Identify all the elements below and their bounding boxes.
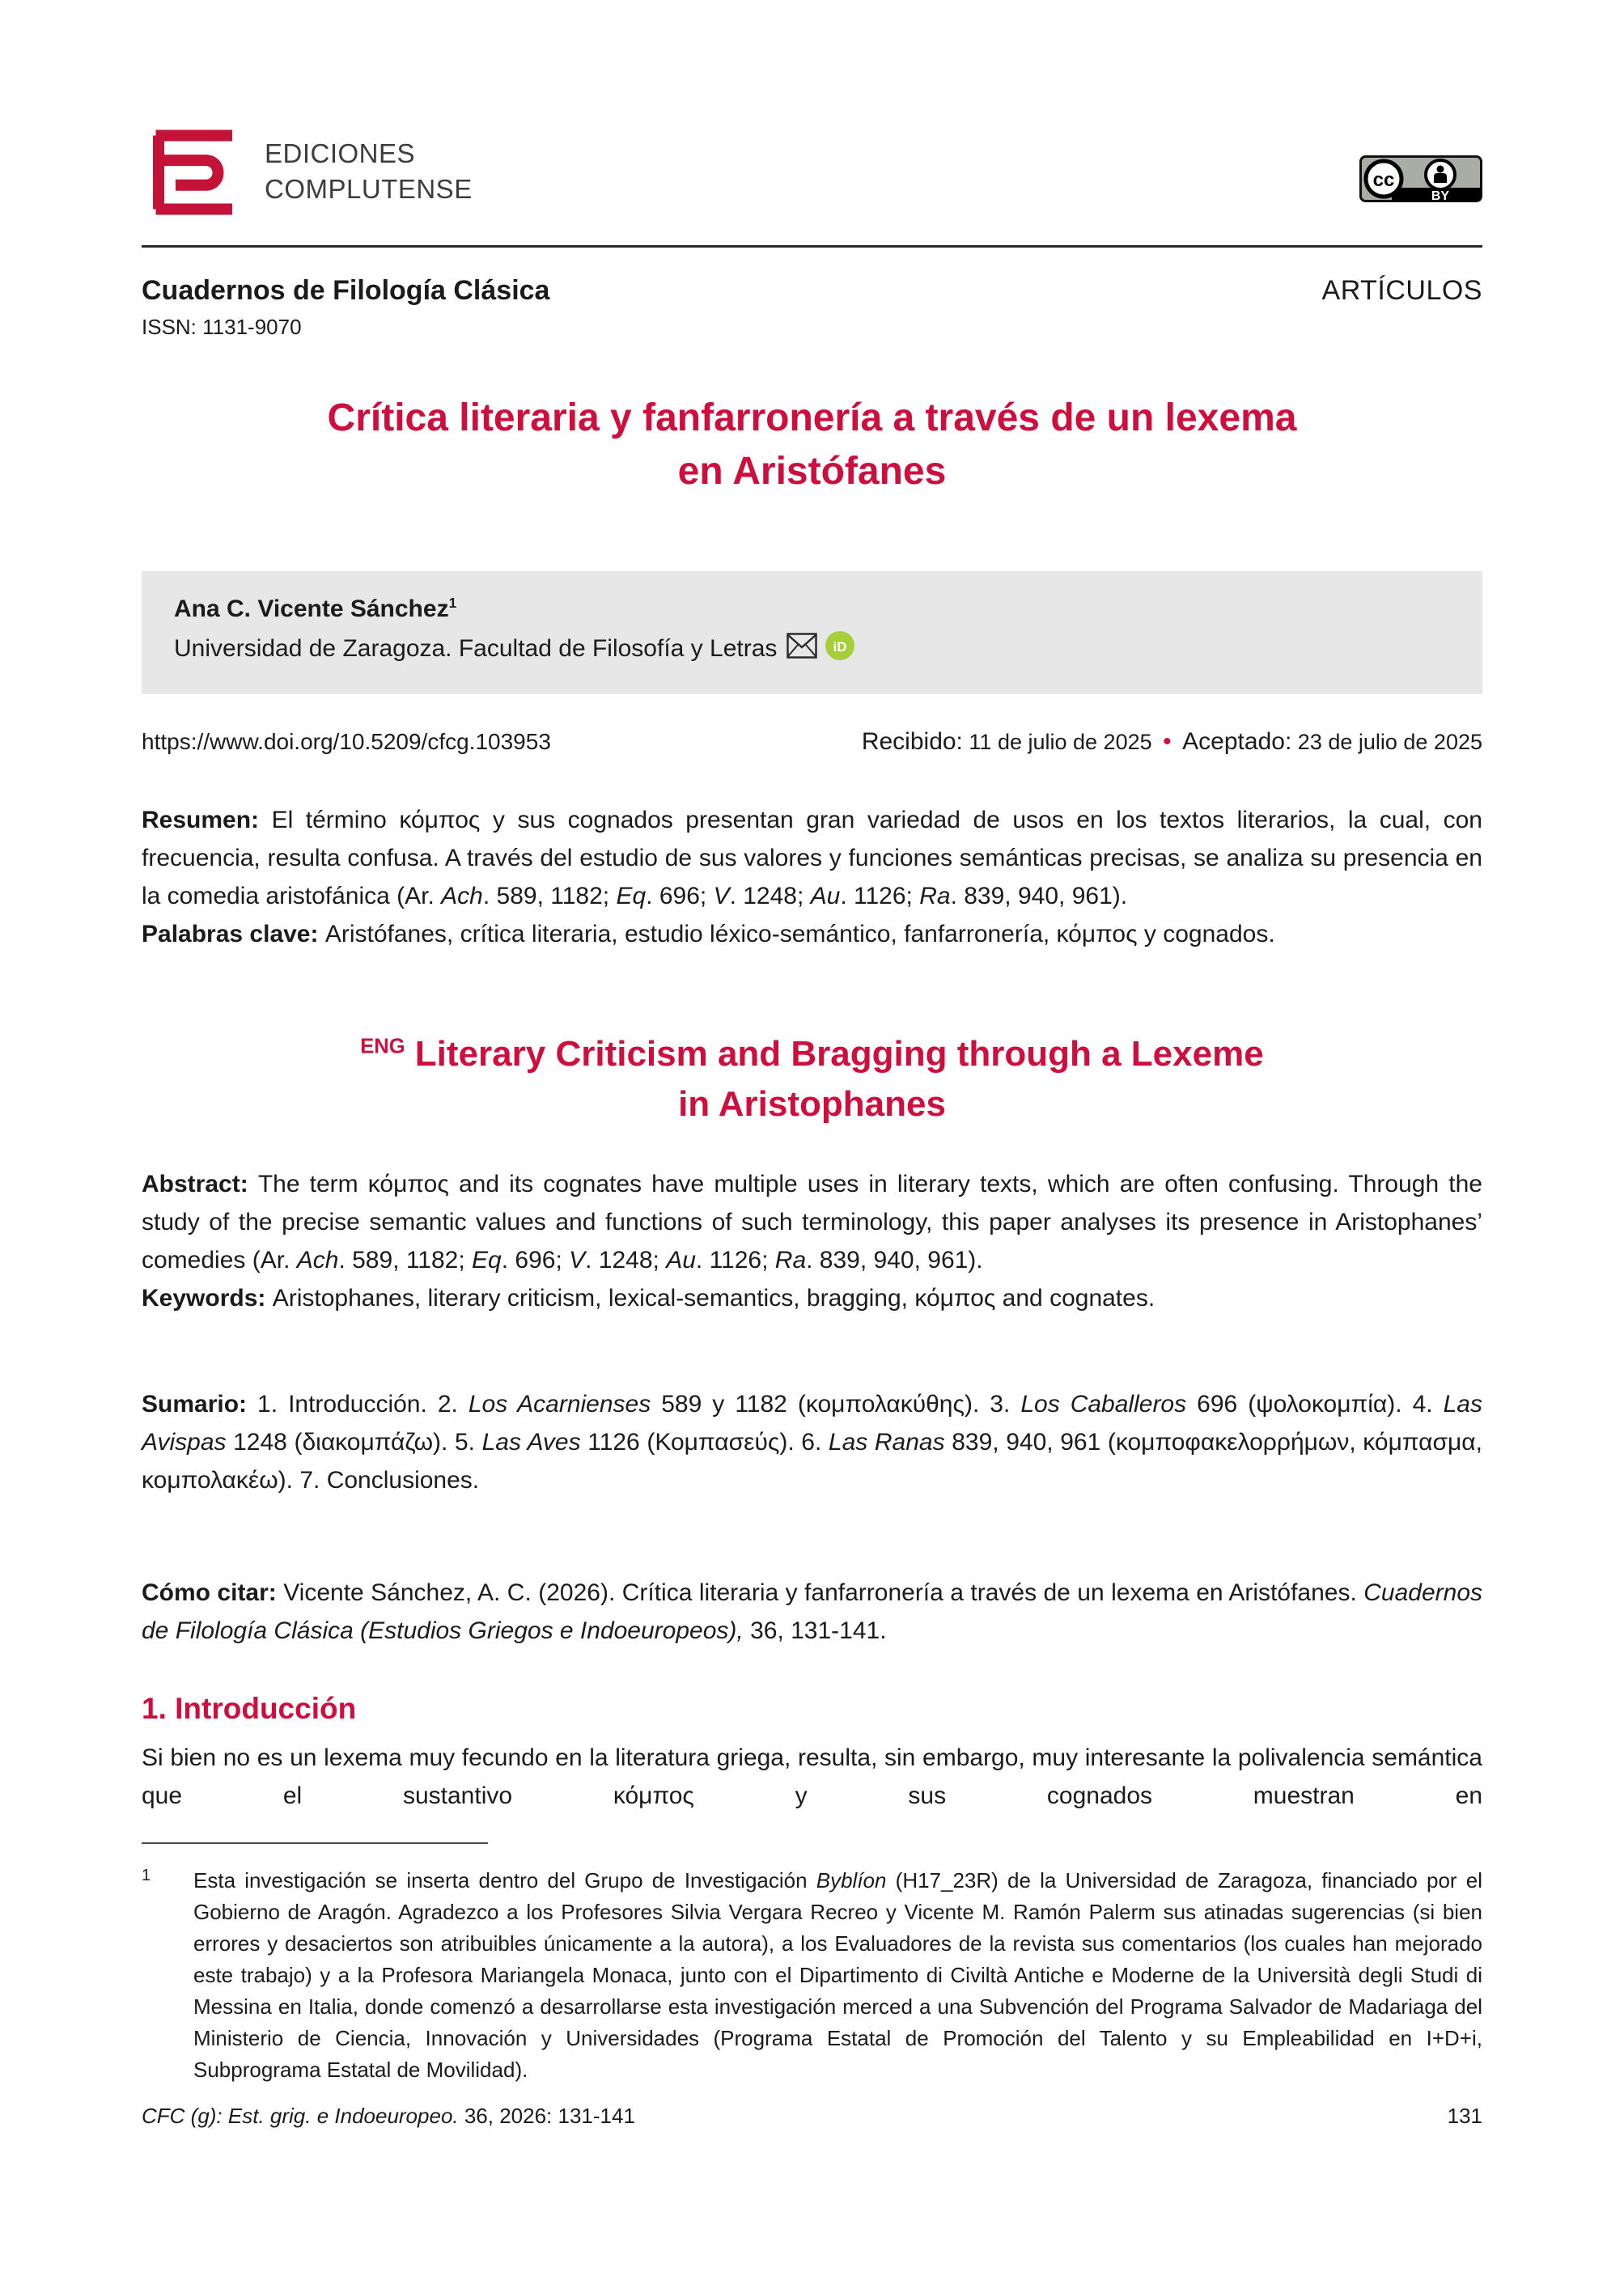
cc-by-license-badge[interactable] [1359,155,1482,206]
publisher-name [265,121,473,207]
publisher-name-line2: COMPLUTENSE [265,174,473,204]
footnote-divider [142,1842,488,1844]
article-title-es-line1: Crítica literaria y fanfarronería a través de un lexema [327,396,1297,439]
article-title-es [142,392,1482,498]
received-date: 11 de julio de 2025 [969,730,1152,754]
received-label: Recibido: [861,728,963,755]
footnote-area [142,1842,1482,2086]
keywords-paragraph: Keywords: Aristophanes, literary criticism, lexical-semantics, bragging, κόμπος and cognates. [142,1285,1155,1312]
by-label: BY [1431,189,1450,202]
journal-issn: ISSN: 1131-9070 [142,315,302,339]
resumen-paragraph: Resumen: El término κόμπος y sus cognados presentan gran variedad de usos en los textos literarios, la cual, con frecuencia, resulta confusa. A través del estudio de sus valores y funciones semánticas precisas, se analiza su presencia en la comedia aristofánica (Ar. Ach. 589, 1182; Eq. 696; V. 1248; Au. 1126; Ra. 839, 940, 961). [142,807,1482,909]
footer-page-number: 131 [1447,2104,1482,2128]
accepted-label: Aceptado: [1182,728,1292,755]
accepted-date: 23 de julio de 2025 [1297,730,1482,754]
header-divider [142,245,1482,248]
orcid-icon[interactable] [825,631,854,667]
cc-icon: cc [1372,169,1395,191]
sumario-paragraph: Sumario: 1. Introducción. 2. Los Acarnienses 589 y 1182 (κομπολακύθης). 3. Los Caballeros 696 (ψολοκομπία). 4. Las Avispas 1248 (διακομπάζω). 5. Las Aves 1126 (Κομπασεύς). 6. Las Ranas 839, 940, 961 (κομποφακελορρήμων, κόμπασμα, κομπολακέω). 7. Conclusiones. [142,1391,1482,1494]
palabras-clave-paragraph: Palabras clave: Aristófanes, crítica literaria, estudio léxico-semántico, fanfarronería, κόμπος y cognados. [142,921,1275,947]
section-1-heading: 1. Introducción [142,1692,357,1725]
article-dates [862,728,1482,756]
dates-bullet-separator: • [1163,728,1172,755]
footnote-marker: 1 [142,1867,151,1884]
author-affiliation: Universidad de Zaragoza. Facultad de Filosofía y Letras [174,635,778,662]
intro-paragraph: Si bien no es un lexema muy fecundo en la literatura griega, resulta, sin embargo, muy interesante la polivalencia semántica que el sustantivo κόμπος y sus cognados muestran en [142,1744,1482,1809]
svg-text:iD: iD [833,639,847,655]
author-box [142,571,1482,694]
article-title-en-line2: in Aristophanes [678,1084,946,1124]
person-icon [1434,173,1447,183]
journal-name: Cuadernos de Filología Clásica [142,275,550,306]
ediciones-complutense-logo-icon [142,121,244,227]
publisher-name-line1: EDICIONES [265,138,416,168]
author-name: Ana C. Vicente Sánchez$^1$ [174,595,457,622]
doi-link[interactable]: https://www.doi.org/10.5209/cfcg.103953 [142,729,551,754]
email-icon[interactable] [787,633,817,665]
como-citar-paragraph: Cómo citar: Vicente Sánchez, A. C. (2026). Crítica literaria y fanfarronería a través de un lexema en Aristófanes. Cuadernos de Filología Clásica (Estudios Griegos e Indoeuropeos), 36, 131-141. [142,1579,1482,1644]
page-header [142,121,1482,227]
footer-journal-reference: CFC (g): Est. grig. e Indoeuropeo. 36, 2026: 131-141 [142,2104,635,2128]
article-title-en-line1: $^{ENG}$ Literary Criticism and Bragging through a Lexeme [360,1034,1264,1074]
footnote-text: Esta investigación se inserta dentro del Grupo de Investigación Byblíon (H17_23R) de la Universidad de Zaragoza, financiado por el Gobierno de Aragón. Agradezco a los Profesores Silvia Vergara Recreo y Vicente M. Ramón Palerm sus atinadas sugerencias (si bien errores y desaciertos son atribuibles únicamente a la autora), a los Evaluadores de la revista sus comentarios (los cuales han mejorado este trabajo) y a la Profesora Mariangela Monaca, junto con el Dipartimento di Civiltà Antiche e Moderne de la Università degli Studi di Messina en Italia, donde comenzó a desarrollarse esta investigación merced a una Subvención del Programa Salvador de Madariaga del Ministerio de Ciencia, Innovación y Universidades (Programa Estatal de Promoción del Talento y su Empleabilidad en I+D+i, Subprograma Estatal de Movilidad). [193,1868,1482,2082]
journal-section-label: ARTÍCULOS [1321,275,1482,306]
publisher-brand [142,121,473,227]
abstract-paragraph: Abstract: The term κόμπος and its cognates have multiple uses in literary texts, which are often confusing. Through the study of the precise semantic values and functions of such terminology, this paper analyses its presence in Aristophanes’ comedies (Ar. Ach. 589, 1182; Eq. 696; V. 1248; Au. 1126; Ra. 839, 940, 961). [142,1171,1482,1274]
article-title-en [142,1029,1482,1130]
article-title-es-line2: en Aristófanes [677,450,947,493]
page-footer [142,2104,1482,2129]
